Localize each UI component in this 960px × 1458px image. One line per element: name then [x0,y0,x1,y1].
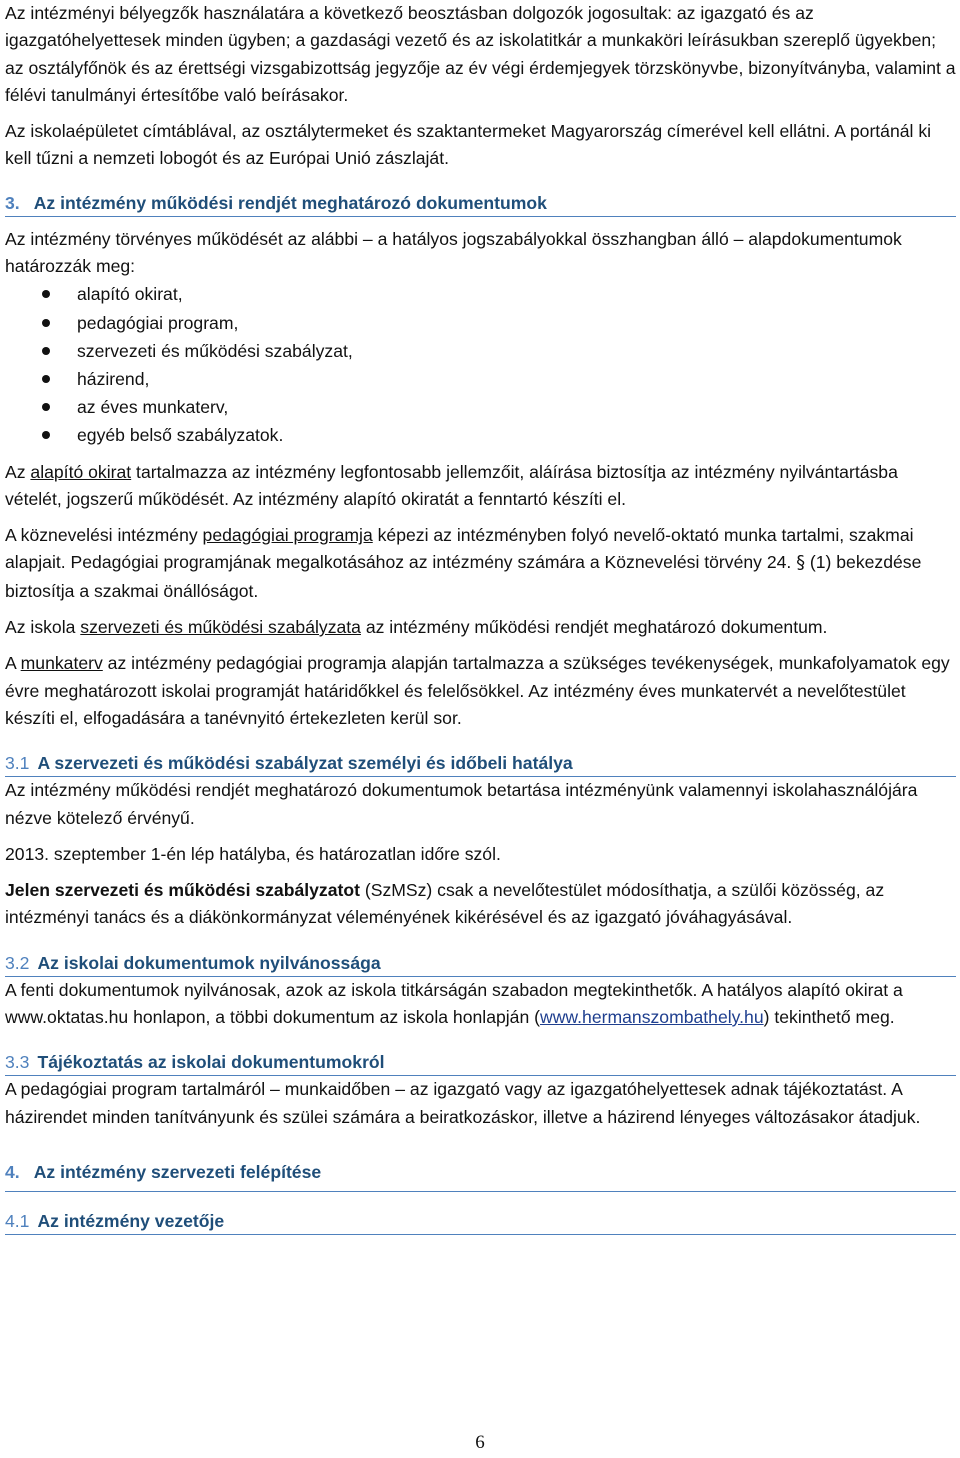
list-item: egyéb belső szabályzatok. [5,421,956,449]
szmsz-term: szervezeti és működési szabályzata [80,617,361,638]
bullet-icon [42,347,50,355]
page-number: 6 [475,1432,485,1453]
section-4-number: 4. [5,1161,20,1182]
section-3-heading [5,190,956,217]
section-4-divider [5,1191,956,1192]
list-item: szervezeti és működési szabályzat, [5,337,956,365]
section-3-2-number: 3.2 [5,952,30,973]
section-3-3-heading [5,1049,956,1076]
section-3-3-paragraph: A pedagógiai program tartalmáról – munkaidőben – az igazgató vagy az igazgatóhelyettesek adnak tájékoztatást. A házirendet minden tanítványunk és szülei számára a beiratkozáskor, illetve a házirend lényeges változásakor átadjuk. [5,1079,921,1127]
munkaterv-paragraph: A munkaterv az intézmény pedagógiai programja alapján tartalmazza a szükséges tevékenységek, munkafolyamatok egy évre meghatározott iskolai programját határidőkkel és felelősökkel. Az intézmény éves munkatervét a nevelőtestület készíti el, elfogadására a tanévnyitó értekezleten kerül sor. [5,653,950,728]
list-item: pedagógiai program, [5,309,956,337]
list-item: házirend, [5,365,956,393]
list-item: az éves munkaterv, [5,393,956,421]
bullet-icon [42,319,50,327]
szmsz-bold-term: Jelen szervezeti és működési szabályzatot [5,880,360,901]
section-3-2-title: Az iskolai dokumentumok nyilvánossága [37,952,381,973]
bullet-icon [42,403,50,411]
section-4-1-heading [5,1208,956,1235]
bullet-icon [42,375,50,383]
list-item: alapító okirat, [5,280,956,308]
section-3-1-number: 3.1 [5,753,30,774]
section-3-3-number: 3.3 [5,1052,30,1073]
section-3-number: 3. [5,192,20,213]
section-3-1-paragraph-2: 2013. szeptember 1-én lép hatályba, és határozatlan időre szól. [5,843,501,864]
section-3-1-paragraph-1: Az intézmény működési rendjét meghatározó dokumentumok betartása intézményünk valamennyi iskolahasználójára nézve kötelező érvényű. [5,780,918,828]
intro-paragraph-flags: Az iskolaépületet címtáblával, az osztálytermeket és szaktantermeket Magyarország címerével kell ellátni. A portánál ki kell tűzni a nemzeti lobogót és az Európai Unió zászlaját. [5,121,932,169]
section-4-title: Az intézmény szervezeti felépítése [33,1161,322,1182]
bullet-icon [42,431,50,439]
alapito-okirat-term: alapító okirat [30,461,132,482]
bullet-icon [42,290,50,298]
section-3-1-heading [5,750,956,777]
school-website-link[interactable]: www.hermanszombathely.hu [540,1007,764,1028]
intro-paragraph-stamps: Az intézményi bélyegzők használatára a következő beosztásban dolgozók jogosultak: az igazgató és az igazgatóhelyettesek minden ügyben; a gazdasági vezető és az iskolatitkár a munkaköri leírásukban szereplő ügyekben; az osztályfőnök és az érettségi vizsgabizottság jegyzője az év végi érdemjegyek törzskönyvbe, bizonyítványba, valamint a félévi tanulmányi értesítőbe való beírásakor. [5,3,956,105]
alapito-okirat-paragraph: Az alapító okirat tartalmazza az intézmény legfontosabb jellemzőit, aláírása biztosítja az intézmény nyilvántartásba vételét, jogszerű működését. Az intézmény alapító okiratát a fenntartó készíti el. [5,461,898,509]
pedagogiai-program-term: pedagógiai programja [202,525,373,546]
section-3-1-title: A szervezeti és működési szabályzat személyi és időbeli hatálya [37,753,573,774]
section-4-1-title: Az intézmény vezetője [37,1210,225,1231]
section-3-2-paragraph: A fenti dokumentumok nyilvánosak, azok az iskola titkárságán szabadon megtekinthetők. A hatályos alapító okirat a www.oktatas.hu honlapon, a többi dokumentum az iskola honlapján (www.hermanszombathely.hu) tekinthető meg. [5,979,903,1028]
section-3-2-heading [5,950,956,977]
section-3-3-title: Tájékoztatás az iskolai dokumentumokról [37,1052,385,1073]
munkaterv-term: munkaterv [20,653,103,674]
document-list [5,280,956,449]
paragraph-symbol: § [796,553,805,574]
szmsz-paragraph: Az iskola szervezeti és működési szabályzata az intézmény működési rendjét meghatározó dokumentum. [5,617,828,638]
section-3-1-paragraph-3: Jelen szervezeti és működési szabályzatot (SzMSz) csak a nevelőtestület módosíthatja, a szülői közösség, az intézményi tanács és a diákönkormányzat véleményének kikérésével és az igazgató jóváhagyásával. [5,880,885,928]
pedagogiai-program-paragraph: A köznevelési intézmény pedagógiai programja képezi az intézményben folyó nevelő-oktató munka tartalmi, szakmai alapjait. Pedagógiai programjának megalkotásához az intézmény számára a Köznevelési törvény 24. § (1) bekezdése biztosítja a szakmai önállóságot. [5,525,922,601]
section-4-1-number: 4.1 [5,1210,30,1231]
section-3-title: Az intézmény működési rendjét meghatározó dokumentumok [33,192,547,213]
section-4-heading [5,1159,956,1185]
section-3-lead: Az intézmény törvényes működését az alábbi – a hatályos jogszabályokkal összhangban álló – alapdokumentumok határozzák meg: [5,228,902,277]
